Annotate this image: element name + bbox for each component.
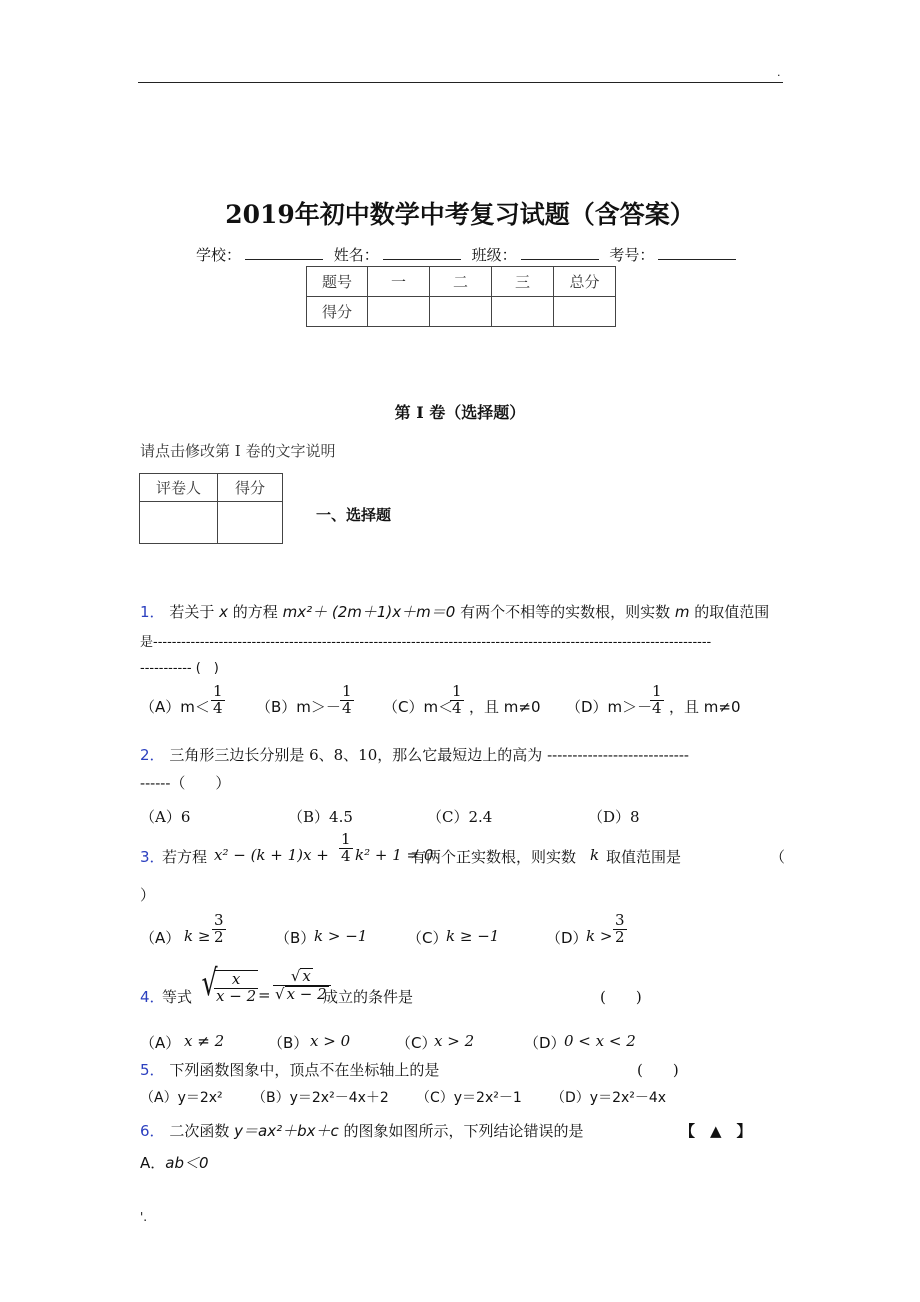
school-blank[interactable] — [245, 246, 323, 260]
option-d[interactable]: （D） — [546, 929, 588, 947]
class-blank[interactable] — [521, 246, 599, 260]
numerator: 3 — [214, 911, 224, 929]
grader-header: 评卷人 — [140, 474, 218, 502]
question-text: 若方程 — [162, 848, 208, 866]
numerator: 1 — [452, 682, 462, 700]
question-text: 等式 — [162, 988, 193, 1006]
score-cell[interactable] — [492, 297, 554, 327]
name-blank[interactable] — [383, 246, 461, 260]
question-text: 二次函数 — [169, 1122, 230, 1140]
option-a[interactable]: （A） — [140, 1034, 181, 1052]
denominator: 4 — [452, 698, 462, 717]
option-expr: x > 2 — [434, 1032, 475, 1050]
option-c[interactable]: （C）2.4 — [427, 808, 493, 826]
option-c-tail: ，且 m≠0 — [469, 698, 541, 716]
score-header: 得分 — [218, 474, 283, 502]
numerator: 3 — [615, 911, 625, 929]
question-number: 6． — [140, 1122, 165, 1140]
option-d[interactable]: （D） — [524, 1034, 566, 1052]
section-title: 第 I 卷（选择题） — [394, 403, 526, 422]
school-label: 学校： — [196, 246, 242, 264]
denominator: 2 — [615, 927, 625, 946]
fraction — [450, 684, 464, 717]
student-info-line — [196, 244, 742, 265]
fraction — [214, 970, 258, 1005]
question-text: 下列函数图象中，顶点不在坐标轴上的是 — [169, 1061, 440, 1079]
sqrt-sign-icon: √ — [201, 963, 218, 1004]
numerator: x — [214, 972, 258, 989]
sqrt-sign-icon: √ — [290, 967, 301, 985]
header-dot: . — [777, 66, 781, 79]
math-var: x — [219, 603, 229, 621]
option-expr: x > 0 — [310, 1032, 351, 1050]
option-b[interactable]: （B）4.5 — [288, 808, 353, 826]
option-a[interactable]: （A） — [140, 929, 181, 947]
denominator: 4 — [342, 698, 352, 717]
answer-paren: （ — [770, 848, 786, 866]
question-text: 的图象如图所示，下列结论错误的是 — [343, 1122, 584, 1140]
section-note[interactable]: 请点击修改第 I 卷的文字说明 — [140, 442, 336, 460]
question-number: 5． — [140, 1061, 165, 1079]
grader-cell[interactable] — [140, 502, 218, 544]
equation: k² + 1 = 0 — [355, 846, 434, 864]
fraction — [613, 913, 627, 946]
question-2 — [140, 744, 689, 765]
question-1-line2: 是----------------------------------------------------------------------------------------------------------------------- — [140, 635, 712, 650]
score-table-header: 二 — [430, 267, 492, 297]
option-label: A． — [140, 1154, 166, 1172]
sqrt-sign-icon: √ — [275, 984, 285, 1003]
score-row-label: 得分 — [307, 297, 368, 327]
option-b[interactable]: （B）m＞－ — [256, 698, 341, 716]
denominator: 4 — [652, 698, 662, 717]
fraction — [211, 684, 225, 717]
denominator: x − 2 — [216, 986, 257, 1005]
question-1 — [140, 601, 769, 622]
score-table — [306, 266, 616, 327]
score-cell[interactable] — [218, 502, 283, 544]
math-var: k — [590, 846, 600, 864]
equals-sign: = — [258, 986, 271, 1004]
option-expr: ab＜0 — [165, 1154, 209, 1172]
score-table-header: 总分 — [554, 267, 616, 297]
radicand: x — [302, 967, 311, 985]
question-text: 成立的条件是 — [323, 988, 414, 1006]
fraction — [340, 684, 354, 717]
question-number: 2． — [140, 746, 165, 764]
option-c[interactable]: （C） — [407, 929, 448, 947]
question-6 — [140, 1120, 584, 1141]
math-var: m — [674, 603, 690, 621]
answer-dashes: ---------------------------- — [547, 746, 689, 764]
answer-paren-close: ） — [140, 886, 156, 904]
denominator: 4 — [213, 698, 223, 717]
question-6-option-a[interactable] — [140, 1152, 209, 1173]
fraction — [650, 684, 664, 717]
option-expr: k ≥ — [184, 927, 211, 945]
fraction — [212, 913, 226, 946]
option-expr: k ≥ −1 — [446, 927, 500, 945]
option-d[interactable]: （D）m＞－ — [566, 698, 653, 716]
option-b[interactable]: （B） — [268, 1034, 309, 1052]
header-rule — [138, 82, 783, 83]
score-cell[interactable] — [430, 297, 492, 327]
fraction — [339, 832, 353, 865]
question-text: 三角形三边长分别是 6、8、10，那么它最短边上的高为 — [169, 746, 543, 764]
score-table-header: 题号 — [307, 267, 368, 297]
question-text: 取值范围是 — [606, 848, 682, 866]
option-expr: k > −1 — [314, 927, 368, 945]
question-number: 1． — [140, 603, 165, 621]
equation: y＝ax²＋bx＋c — [234, 1122, 339, 1140]
number-label: 考号： — [609, 246, 655, 264]
equation: x² − (k + 1)x + — [214, 846, 329, 864]
name-label: 姓名： — [333, 246, 379, 264]
option-c[interactable]: （C）m＜ — [383, 698, 454, 716]
part-title: 一、选择题 — [316, 506, 392, 524]
option-d-tail: ，且 m≠0 — [669, 698, 741, 716]
option-a[interactable]: （A）m＜ — [140, 698, 210, 716]
score-cell[interactable] — [554, 297, 616, 327]
question-text: 有两个正实数根，则实数 — [411, 848, 577, 866]
class-label: 班级： — [471, 246, 517, 264]
numerator: 1 — [342, 682, 352, 700]
question-5 — [140, 1059, 439, 1080]
option-expr: k > — [586, 927, 613, 945]
option-d[interactable]: （D）y＝2x²－4x — [551, 1090, 667, 1106]
equation: mx²＋ (2m＋1)x＋m＝0 — [282, 603, 456, 621]
denominator: 2 — [214, 927, 224, 946]
option-a[interactable]: （A）y＝2x² — [140, 1090, 223, 1106]
score-cell[interactable] — [368, 297, 430, 327]
option-c[interactable]: （C）y＝2x²－1 — [416, 1090, 522, 1106]
option-b[interactable]: （B）y＝2x²－4x＋2 — [252, 1090, 389, 1106]
number-blank[interactable] — [658, 246, 736, 260]
option-expr: 0 < x < 2 — [564, 1032, 636, 1050]
answer-bracket: 【 ▲ 】 — [680, 1122, 752, 1140]
score-table-header: 三 — [492, 267, 554, 297]
question-number: 4． — [140, 988, 165, 1006]
option-expr: x ≠ 2 — [184, 1032, 225, 1050]
numerator: 1 — [341, 830, 351, 848]
answer-paren: ( ) — [637, 1061, 679, 1079]
footer-mark: '. — [140, 1210, 148, 1224]
numerator: 1 — [213, 682, 223, 700]
option-a[interactable]: （A）6 — [140, 808, 191, 826]
question-number: 3． — [140, 848, 165, 866]
question-1-line3: ----------- ( ) — [140, 661, 219, 676]
option-d[interactable]: （D）8 — [588, 808, 640, 826]
radicand: x − 2 — [286, 984, 327, 1003]
answer-paren: ( ) — [600, 988, 642, 1006]
score-table-header: 一 — [368, 267, 430, 297]
option-b[interactable]: （B） — [275, 929, 316, 947]
question-2-line2: ------（ ） — [140, 774, 231, 792]
denominator: 4 — [341, 846, 351, 865]
numerator: 1 — [652, 682, 662, 700]
grader-table — [139, 473, 283, 544]
question-text: 有两个不相等的实数根，则实数 — [460, 603, 671, 621]
question-text: 的取值范围 — [694, 603, 770, 621]
numerator — [273, 968, 331, 986]
question-text: 的方程 — [232, 603, 278, 621]
option-c[interactable]: （C） — [396, 1034, 437, 1052]
question-text: 若关于 — [169, 603, 215, 621]
page-title: 2019年初中数学中考复习试题（含答案） — [225, 200, 695, 229]
